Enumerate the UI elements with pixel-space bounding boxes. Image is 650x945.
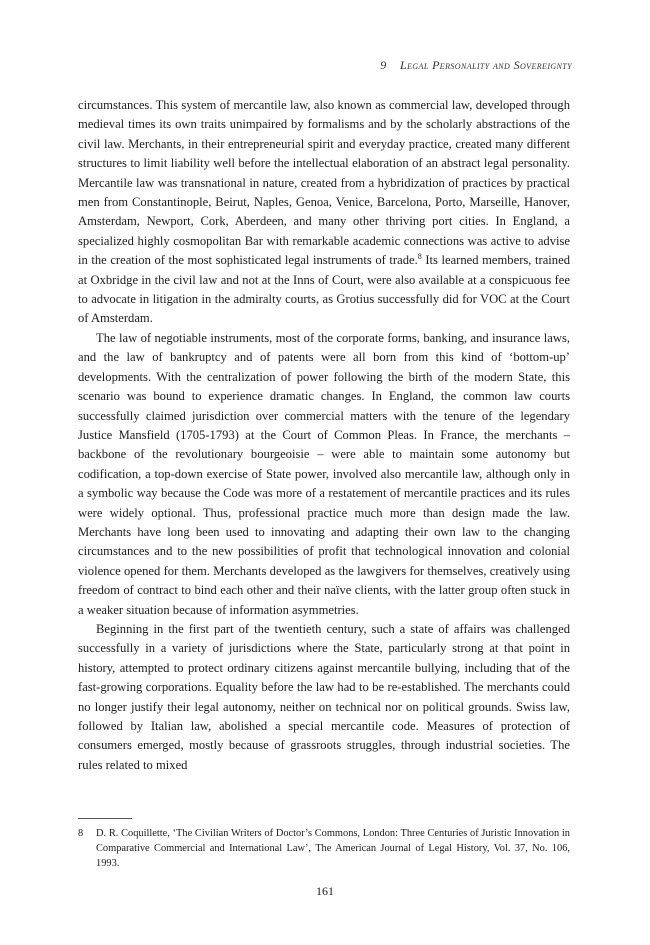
paragraph-1-continuation: Its learned members, trained at Oxbridge in the civil law and not at the Inns of Court, were also available at a conspicuous fee to advocate in litigation in the admiralty courts, as Grotius successfully did for VOC at the Court of Amsterdam.: [78, 253, 570, 326]
paragraph-3: Beginning in the first part of the twentieth century, such a state of affairs was challenged successfully in a variety of jurisdictions where the State, particularly strong at that point in history, attempted to protect ordinary citizens against mercantile bullying, including that of the fast-growing corporations. Equality before the law had to be re-established. The merchants could no longer justify their legal autonomy, neither on technical nor on political grounds. Swiss law, followed by Italian law, abolished a special mercantile code. Measures of protection of consumers emerged, mostly because of grassroots struggles, through industrial societies. The rules related to mixed: [78, 621, 570, 772]
body-text: [78, 96, 570, 775]
footnote-number: 8: [78, 828, 84, 839]
paragraph-1: [78, 96, 570, 329]
footnote-text: D. R. Coquillette, ‘The Civilian Writers of Doctor’s Commons, London: Three Centuries of Juristic Innovation in Comparative Commercial and International Law’, The American Journal of Legal History, Vol. 37, No. 106, 1993.: [96, 828, 570, 870]
chapter-number: 9: [380, 58, 387, 72]
page-number: 161: [316, 884, 334, 898]
footnote-reference[interactable]: 8: [417, 252, 422, 262]
paragraph-1-text: circumstances. This system of mercantile law, also known as commercial law, developed through medieval times its own traits unimpaired by formalisms and by the scholarly abstractions of the civil law. Merchants, in their entrepreneurial spirit and everyday practice, created many different structures to limit liability well before the intellectual elaboration of an abstract legal personality. Mercantile law was transnational in nature, created from a hybridization of practices by practical men from Constantinople, Beirut, Naples, Genoa, Venice, Barcelona, Porto, Marseille, Hanover, Amsterdam, Newport, Cork, Aberdeen, and many other thriving port cities. In England, a specialized highly cosmopolitan Bar with remarkable academic connections was active to advise in the creation of the most sophisticated legal instruments of trade.: [78, 98, 570, 268]
footnote: [78, 826, 570, 872]
chapter-title: Legal Personality and Sovereignty: [400, 58, 572, 72]
paragraph-2: The law of negotiable instruments, most of the corporate forms, banking, and insurance laws, and the law of bankruptcy and of patents were all born from this kind of ‘bottom-up’ developments. With the centralization of power following the birth of the modern State, this scenario was bound to experience dramatic changes. In England, the common law courts successfully claimed jurisdiction over commercial matters with the tenure of the legendary Justice Mansfield (1705-1793) at the Court of Common Pleas. In France, the merchants – backbone of the revolutionary bourgeoisie – were able to maintain some autonomy but codification, a top-down exercise of State power, involved also mercantile law, although only in a symbolic way because the Code was more of a restatement of mercantile practices and its rules were widely optional. Thus, professional practice much more than design made the law. Merchants have long been used to innovating and adapting their own law to the changing circumstances and to the new possibilities of profit that technological innovation and colonial violence opened for them. Merchants developed as the lawgivers for themselves, creatively using freedom of contract to bind each other and their naïve clients, with the latter group often stuck in a weaker situation because of information asymmetries.: [78, 330, 570, 617]
running-head: [380, 58, 572, 73]
footnote-separator: [78, 818, 132, 819]
